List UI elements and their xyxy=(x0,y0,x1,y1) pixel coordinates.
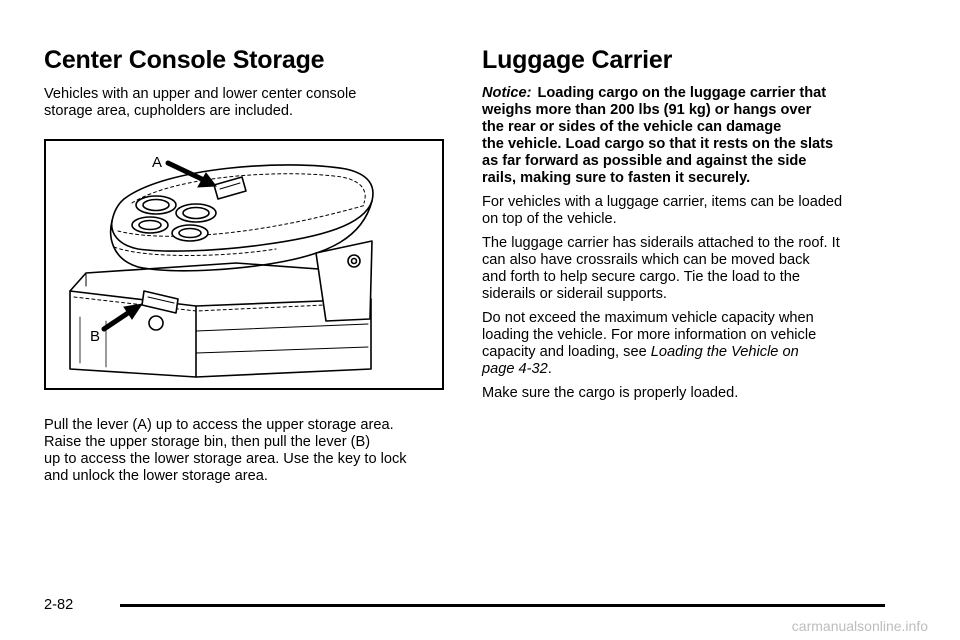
console-drawing xyxy=(46,141,442,388)
paragraph-end: . xyxy=(547,361,552,377)
cross-reference-link[interactable]: Loading the Vehicle on xyxy=(650,344,799,360)
callout-label-b: B xyxy=(90,328,101,345)
carrier-paragraph-4: Make sure the cargo is properly loaded. xyxy=(482,385,739,401)
paragraph-line: capacity and loading, see xyxy=(482,344,651,360)
notice-line: the vehicle. Load cargo so that it rests on the slats xyxy=(482,136,834,152)
intro-line: Vehicles with an upper and lower center console xyxy=(44,86,357,102)
paragraph-line: on top of the vehicle. xyxy=(482,211,617,227)
console-instructions xyxy=(44,417,446,485)
notice-line: Loading cargo on the luggage carrier that xyxy=(537,85,827,101)
paragraph-line: The luggage carrier has siderails attached to the roof. It xyxy=(482,235,840,251)
paragraph-line: and forth to help secure cargo. Tie the load to the xyxy=(482,269,801,285)
intro-line: storage area, cupholders are included. xyxy=(44,103,294,119)
section-heading-luggage-carrier: Luggage Carrier xyxy=(482,46,673,74)
paragraph-line: siderails or siderail supports. xyxy=(482,286,667,302)
section-heading-center-console: Center Console Storage xyxy=(44,46,325,74)
console-illustration xyxy=(44,139,444,390)
left-column xyxy=(44,46,446,485)
instruction-line: Raise the upper storage bin, then pull the lever (B) xyxy=(44,434,371,450)
paragraph-line: For vehicles with a luggage carrier, items can be loaded xyxy=(482,194,843,210)
instruction-line: Pull the lever (A) up to access the upper storage area. xyxy=(44,417,394,433)
notice-paragraph xyxy=(482,85,894,187)
cross-reference-link-page[interactable]: page 4-32 xyxy=(482,361,548,377)
notice-line: the rear or sides of the vehicle can damage xyxy=(482,119,782,135)
intro-paragraph xyxy=(44,86,446,120)
paragraph-line: loading the vehicle. For more information on vehicle xyxy=(482,327,817,343)
carrier-paragraph-3 xyxy=(482,310,894,378)
notice-line: rails, making sure to fasten it securely. xyxy=(482,170,751,186)
instruction-line: up to access the lower storage area. Use the key to lock xyxy=(44,451,407,467)
page-number: 2-82 xyxy=(44,597,74,613)
notice-line: as far forward as possible and against the side xyxy=(482,153,807,169)
watermark: carmanualsonline.info xyxy=(791,618,928,634)
right-column xyxy=(482,46,894,402)
callout-label-a: A xyxy=(152,154,163,171)
footer-rule xyxy=(120,604,885,607)
carrier-paragraph-2 xyxy=(482,235,894,303)
instruction-line: and unlock the lower storage area. xyxy=(44,468,268,484)
paragraph-line: can also have crossrails which can be moved back xyxy=(482,252,810,268)
support-bracket xyxy=(316,241,372,321)
notice-line: weighs more than 200 lbs (91 kg) or hangs over xyxy=(482,102,812,118)
carrier-paragraph-1 xyxy=(482,194,894,228)
paragraph-line: Do not exceed the maximum vehicle capacity when xyxy=(482,310,814,326)
notice-label: Notice: xyxy=(482,85,532,101)
